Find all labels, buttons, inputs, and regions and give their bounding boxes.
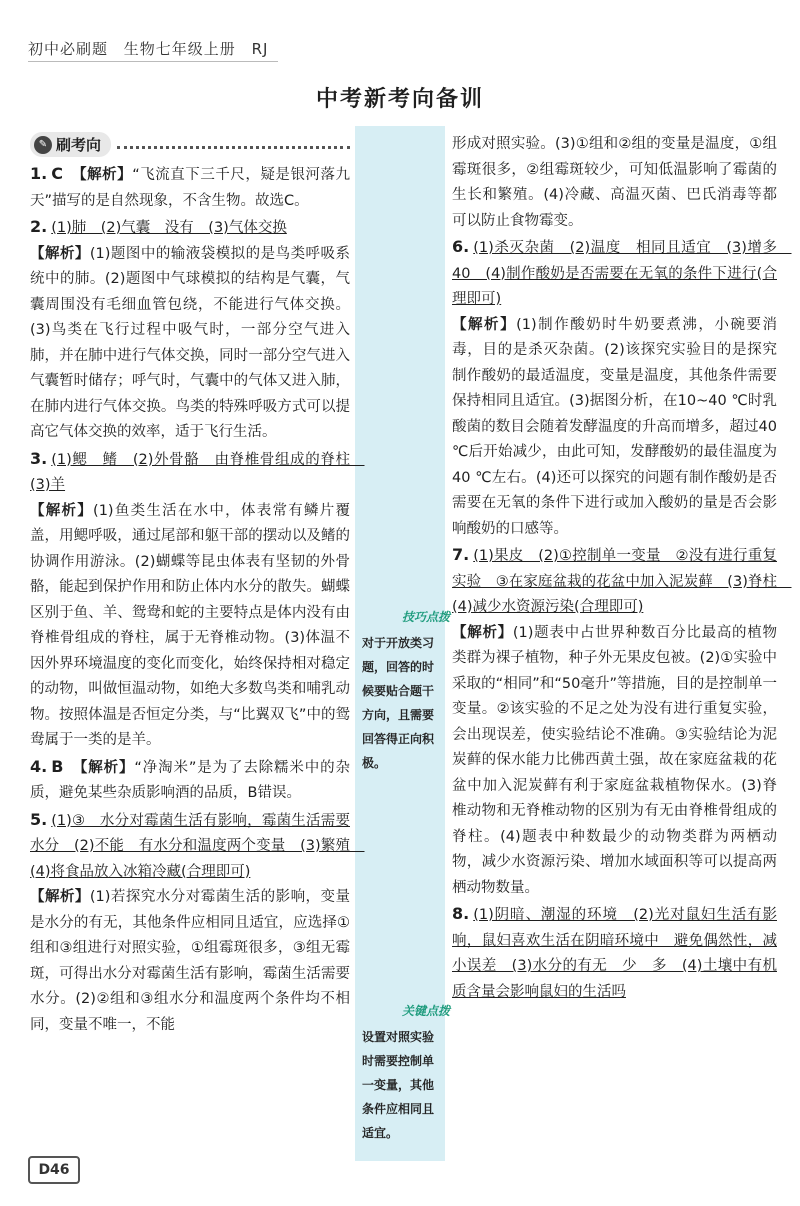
answer-item-8	[452, 901, 777, 1005]
answer-item-4	[30, 754, 350, 807]
analysis-text: (1)制作酸奶时牛奶要煮沸，小碗要消毒，目的是杀灭杂菌。(2)该探究实验目的是探究制作酸奶的最适温度，变量是温度，其他条件需要保持相同且适宜。(3)据图分析，在10~40 ℃时乳酸菌的数目会随着发酵温度的升高而增多，超过40 ℃后开始减少，由此可知，发酵酸奶的最佳温度为40 ℃左右。(4)还可以探究的问题有制作酸奶是否需要在无氧的条件下进行或加入酸奶的量是否会影响酸奶的口感等。	[452, 316, 778, 537]
running-header	[28, 38, 278, 62]
side-note-tag: 技巧点拨	[401, 610, 450, 624]
answer-text: (1)③ 水分对霉菌生活有影响，霉菌生活需要水分 (2)不能 有水分和温度两个变量 (3)繁殖 (4)将食品放入冰箱冷藏(合理即可)	[30, 812, 365, 880]
analysis-text: (1)题表中占世界种数百分比最高的植物类群为裸子植物，种子外无果皮包被。(2)①实验中采取的“相同”和“50毫升”等措施，目的是控制单一变量。②该实验的不足之处为没有进行重复实验，会出现误差，使实验结论不准确。③实验结论为泥炭藓的保水能力比佛西黄土强，故在家庭盆栽的花盆中加入泥炭藓有利于家庭盆栽植物保水。(3)脊椎动物和无脊椎动物的区别为有无由脊椎骨组成的脊柱。(4)题表中种数最少的动物类群为两栖动物，减少水资源污染、增加水域面积等可以提高两栖动物数量。	[452, 624, 777, 896]
dotted-rule	[117, 140, 350, 149]
answer-text: (1)肺 (2)气囊 没有 (3)气体交换	[51, 220, 287, 236]
analysis-label: 【解析】	[30, 889, 90, 905]
answer-item-6	[452, 234, 792, 542]
analysis-label: 【解析】	[72, 167, 133, 183]
left-column	[30, 132, 365, 1038]
analysis-label: 【解析】	[452, 316, 517, 333]
answer-text: (1)鳃 鳍 (2)外骨骼 由脊椎骨组成的脊柱 (3)羊	[30, 451, 365, 493]
side-note-tip	[358, 608, 454, 775]
analysis-text: (1)鱼类生活在水中，体表常有鳞片覆盖，用鳃呼吸，通过尾部和躯干部的摆动以及鳍的协调作用游泳。(2)蝴蝶等昆虫体表有坚韧的外骨骼，能起到保护作用和防止体内水分的散失。蝴蝶区别于鱼、羊、鸳鸯和蛇的主要特点是体内没有由脊椎骨组成的脊柱，属于无脊椎动物。(3)体温不因外界环境温度的变化而变化，始终保持相对稳定的动物，叫做恒温动物，如绝大多数鸟类和哺乳动物。按照体温是否恒定分类，与“比翼双飞”中的鸳鸯属于一类的是羊。	[30, 502, 350, 748]
section-tag-row	[30, 132, 350, 157]
answer-choice: B	[51, 756, 64, 776]
analysis-label: 【解析】	[452, 624, 513, 641]
item-number: 5.	[30, 809, 48, 829]
answer-item-1	[30, 161, 350, 214]
edition: RJ	[251, 40, 269, 58]
item-number: 8.	[452, 904, 470, 923]
side-note-text: 设置对照实验时需要控制单一变量，其他条件应相同且适宜。	[362, 1030, 435, 1140]
analysis-text: (1)若探究水分对霉菌生活的影响，变量是水分的有无，其他条件应相同且适宜，应选择①组和③组进行对照实验，①组霉斑很多，③组无霉斑，可得出水分对霉菌生活有影响，霉菌生活需要水分。(2)②组和③组水分和温度两个条件均不相同，变量不唯一，不能	[30, 889, 350, 1033]
pencil-icon: ✎	[34, 136, 52, 154]
analysis-text: (1)题图中的输液袋模拟的是鸟类呼吸系统中的肺。(2)题图中气球模拟的结构是气囊，气囊周围没有毛细血管包绕，不能进行气体交换。(3)鸟类在飞行过程中吸气时，一部分空气进入肺，并在肺中进行气体交换，同时一部分空气进入气囊暂时储存；呼气时，气囊中的气体又进入肺，在肺内进行气体交换。鸟类的特殊呼吸方式可以提高它气体交换的效率，适于飞行生活。	[30, 245, 350, 440]
side-note-key	[358, 1002, 454, 1145]
side-note-tag: 关键点拨	[401, 1004, 450, 1018]
answer-text: (1)杀灭杂菌 (2)温度 相同且适宜 (3)增多 40 (4)制作酸奶是否需要在无氧的条件下进行(合理即可)	[452, 240, 792, 307]
analysis-text: “净淘米”是为了去除糯米中的杂质，避免某些杂质影响酒的品质，B错误。	[30, 759, 351, 801]
page-title: 中考新考向备训	[315, 87, 484, 112]
side-note-text: 对于开放类习题，回答的时候要贴合题干方向，且需要回答得正向积极。	[362, 636, 435, 770]
item-number: 2.	[30, 217, 48, 236]
item-number: 1.	[30, 164, 48, 183]
item-number: 3.	[30, 448, 48, 468]
section-tag	[30, 132, 111, 157]
answer-text: (1)果皮 (2)①控制单一变量 ②没有进行重复实验 ③在家庭盆栽的花盆中加入泥炭藓 (3)脊柱 (4)减少水资源污染(合理即可)	[452, 548, 792, 615]
item-number: 6.	[452, 237, 470, 256]
answer-item-2	[30, 214, 350, 446]
section-tag-label: 刷考向	[56, 136, 102, 154]
analysis-label: 【解析】	[30, 502, 94, 519]
answer-item-7	[452, 542, 792, 901]
answer-text: (1)阴暗、潮湿的环境 (2)光对鼠妇生活有影响，鼠妇喜欢生活在阴暗环境中 避免偶然性，减小误差 (3)水分的有无 少 多 (4)土壤中有机质含量会影响鼠妇的生活吗	[452, 907, 777, 1000]
analysis-text: “飞流直下三千尺，疑是银河落九天”描写的是自然现象，不含生物。故选C。	[30, 167, 351, 209]
item-number: 4.	[30, 756, 48, 776]
answer-item-3	[30, 446, 365, 754]
item-number: 7.	[452, 545, 470, 564]
analysis-label: 【解析】	[72, 759, 135, 776]
answer-item-5-continued: 形成对照实验。(3)①组和②组的变量是温度，①组霉斑很多，②组霉斑较少，可知低温影响了霉菌的生长和繁殖。(4)冷藏、高温灭菌、巴氏消毒等都可以防止食物霉变。	[452, 136, 777, 229]
answer-choice: C	[51, 164, 63, 183]
answer-item-5	[30, 807, 365, 1039]
page-number: D46	[28, 1156, 80, 1184]
series-name: 初中必刷题	[28, 40, 109, 58]
right-column	[452, 132, 792, 1005]
book-name: 生物七年级上册	[123, 40, 236, 58]
analysis-label: 【解析】	[30, 245, 90, 262]
